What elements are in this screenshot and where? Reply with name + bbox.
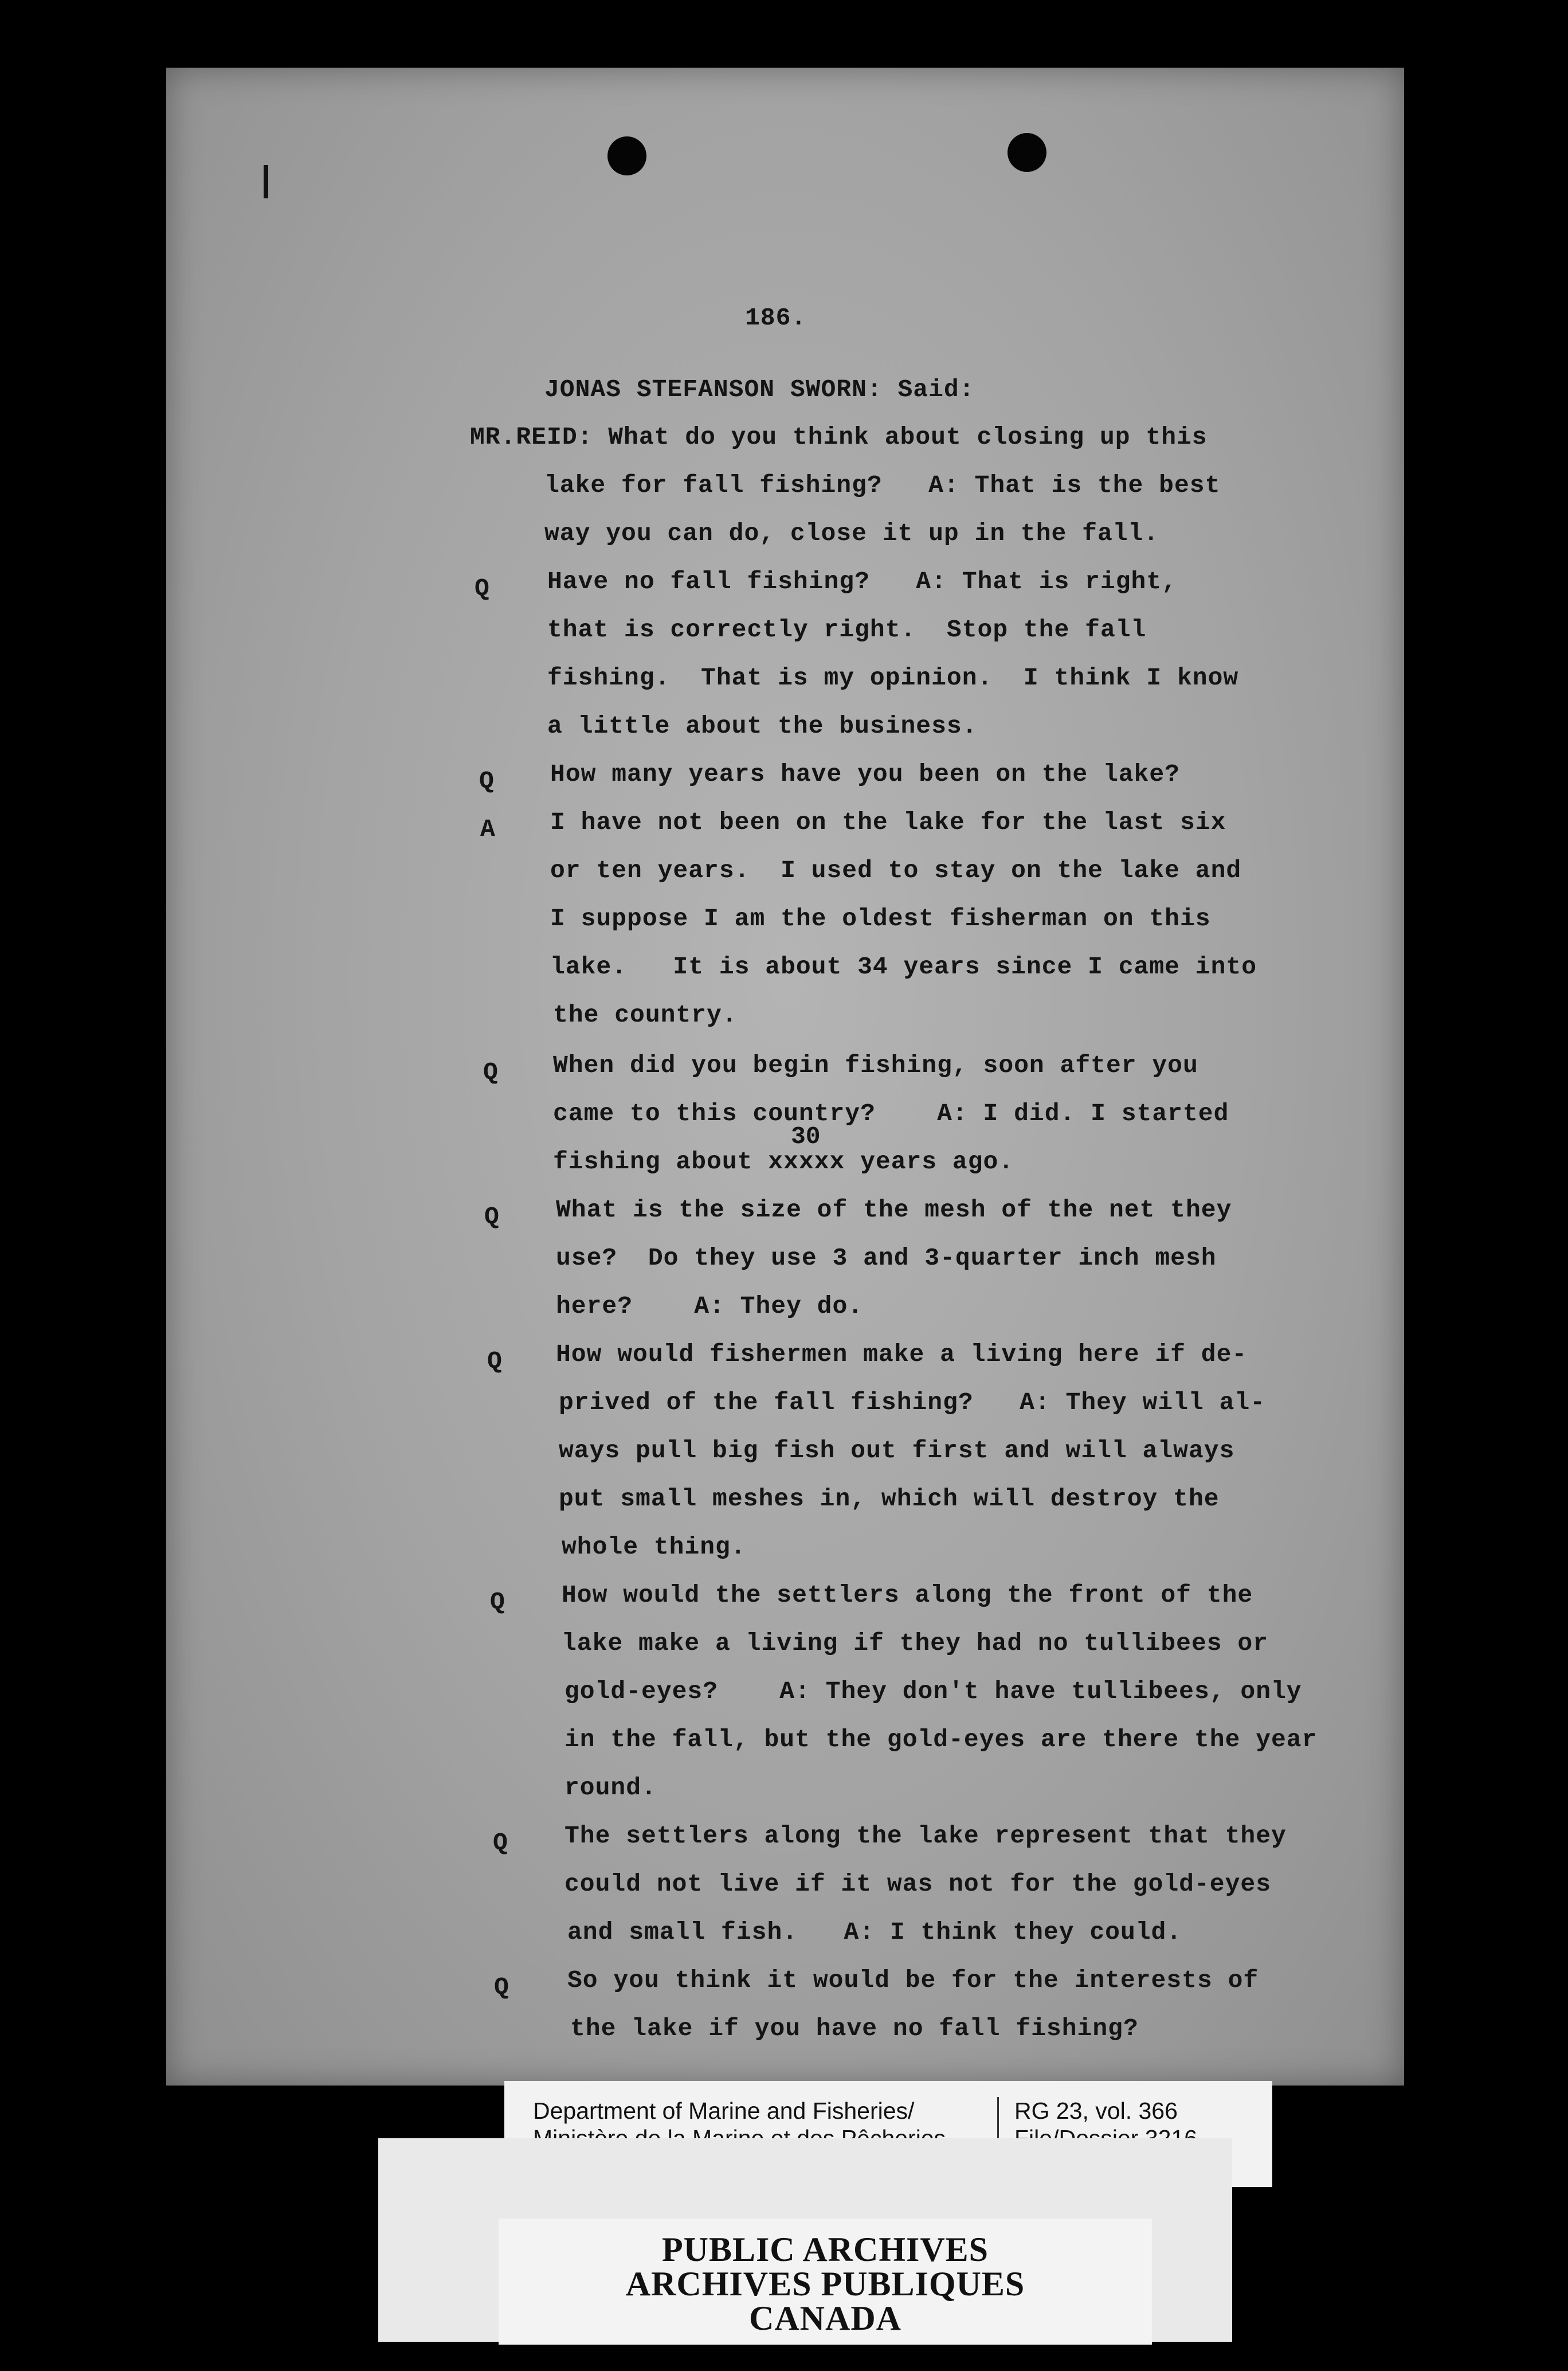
testimony-line: came to this country? A: I did. I started: [553, 1100, 1229, 1128]
testimony-line: and small fish. A: I think they could.: [567, 1918, 1182, 1946]
answer-marker: A: [480, 815, 495, 843]
question-marker: Q: [487, 1347, 502, 1375]
testimony-line: in the fall, but the gold-eyes are there the year: [565, 1726, 1318, 1754]
testimony-line: could not live if it was not for the gold-eyes: [565, 1870, 1271, 1898]
punch-hole-right: [1008, 133, 1046, 172]
testimony-line: MR.REID: What do you think about closing up this: [470, 423, 1208, 451]
testimony-line: lake make a living if they had no tullibees or: [562, 1629, 1268, 1657]
stamp-line-1: PUBLIC ARCHIVES: [661, 2231, 989, 2268]
testimony-line: fishing about xxxxx years ago.: [553, 1148, 1014, 1176]
testimony-line: lake for fall fishing? A: That is the best: [544, 471, 1221, 499]
question-marker: Q: [494, 1973, 509, 2001]
testimony-heading: JONAS STEFANSON SWORN: Said:: [544, 375, 975, 404]
testimony-line: How would the settlers along the front of the: [562, 1581, 1253, 1609]
testimony-line: the country.: [553, 1001, 738, 1029]
testimony-line: I have not been on the lake for the last six: [550, 808, 1226, 836]
testimony-line: way you can do, close it up in the fall.: [544, 519, 1159, 547]
testimony-line: lake. It is about 34 years since I came into: [550, 953, 1257, 981]
testimony-line: I suppose I am the oldest fisherman on this: [550, 905, 1211, 933]
question-marker: Q: [493, 1829, 508, 1857]
testimony-line: So you think it would be for the interests of: [567, 1966, 1259, 1994]
testimony-line: here? A: They do.: [556, 1292, 864, 1320]
testimony-line: that is correctly right. Stop the fall: [547, 616, 1147, 644]
testimony-line: gold-eyes? A: They don't have tullibees, only: [565, 1677, 1302, 1705]
page-number: 186.: [745, 304, 807, 332]
margin-mark: [264, 165, 268, 198]
testimony-line: How many years have you been on the lake?: [550, 760, 1180, 788]
testimony-line: What is the size of the mesh of the net they: [556, 1196, 1232, 1224]
question-marker: Q: [479, 767, 494, 795]
testimony-line: round.: [565, 1774, 657, 1802]
testimony-line: put small meshes in, which will destroy the: [559, 1485, 1220, 1513]
testimony-line: the lake if you have no fall fishing?: [570, 2014, 1139, 2043]
stamp-line-3: CANADA: [749, 2299, 901, 2337]
testimony-line: prived of the fall fishing? A: They will al-: [559, 1388, 1265, 1417]
testimony-line: whole thing.: [562, 1533, 746, 1561]
department-en: Department of Marine and Fisheries/: [533, 2098, 915, 2124]
question-marker: Q: [484, 1203, 499, 1231]
question-marker: Q: [483, 1058, 498, 1086]
testimony-line: or ten years. I used to stay on the lake and: [550, 856, 1242, 885]
overwritten-number: 30: [791, 1122, 821, 1151]
stamp-line-2: ARCHIVES PUBLIQUES: [625, 2265, 1025, 2303]
punch-hole-left: [607, 136, 646, 175]
testimony-line: When did you begin fishing, soon after you: [553, 1051, 1198, 1079]
question-marker: Q: [475, 574, 489, 602]
testimony-line: fishing. That is my opinion. I think I know: [547, 664, 1239, 692]
testimony-line: How would fishermen make a living here if de-: [556, 1340, 1248, 1368]
testimony-line: The settlers along the lake represent that they: [565, 1822, 1287, 1850]
testimony-line: ways pull big fish out first and will always: [559, 1437, 1235, 1465]
question-marker: Q: [490, 1588, 505, 1616]
testimony-line: use? Do they use 3 and 3-quarter inch mesh: [556, 1244, 1217, 1272]
record-group: RG 23, vol. 366: [1014, 2098, 1178, 2124]
testimony-line: a little about the business.: [547, 712, 978, 740]
testimony-line: Have no fall fishing? A: That is right,: [547, 568, 1177, 596]
